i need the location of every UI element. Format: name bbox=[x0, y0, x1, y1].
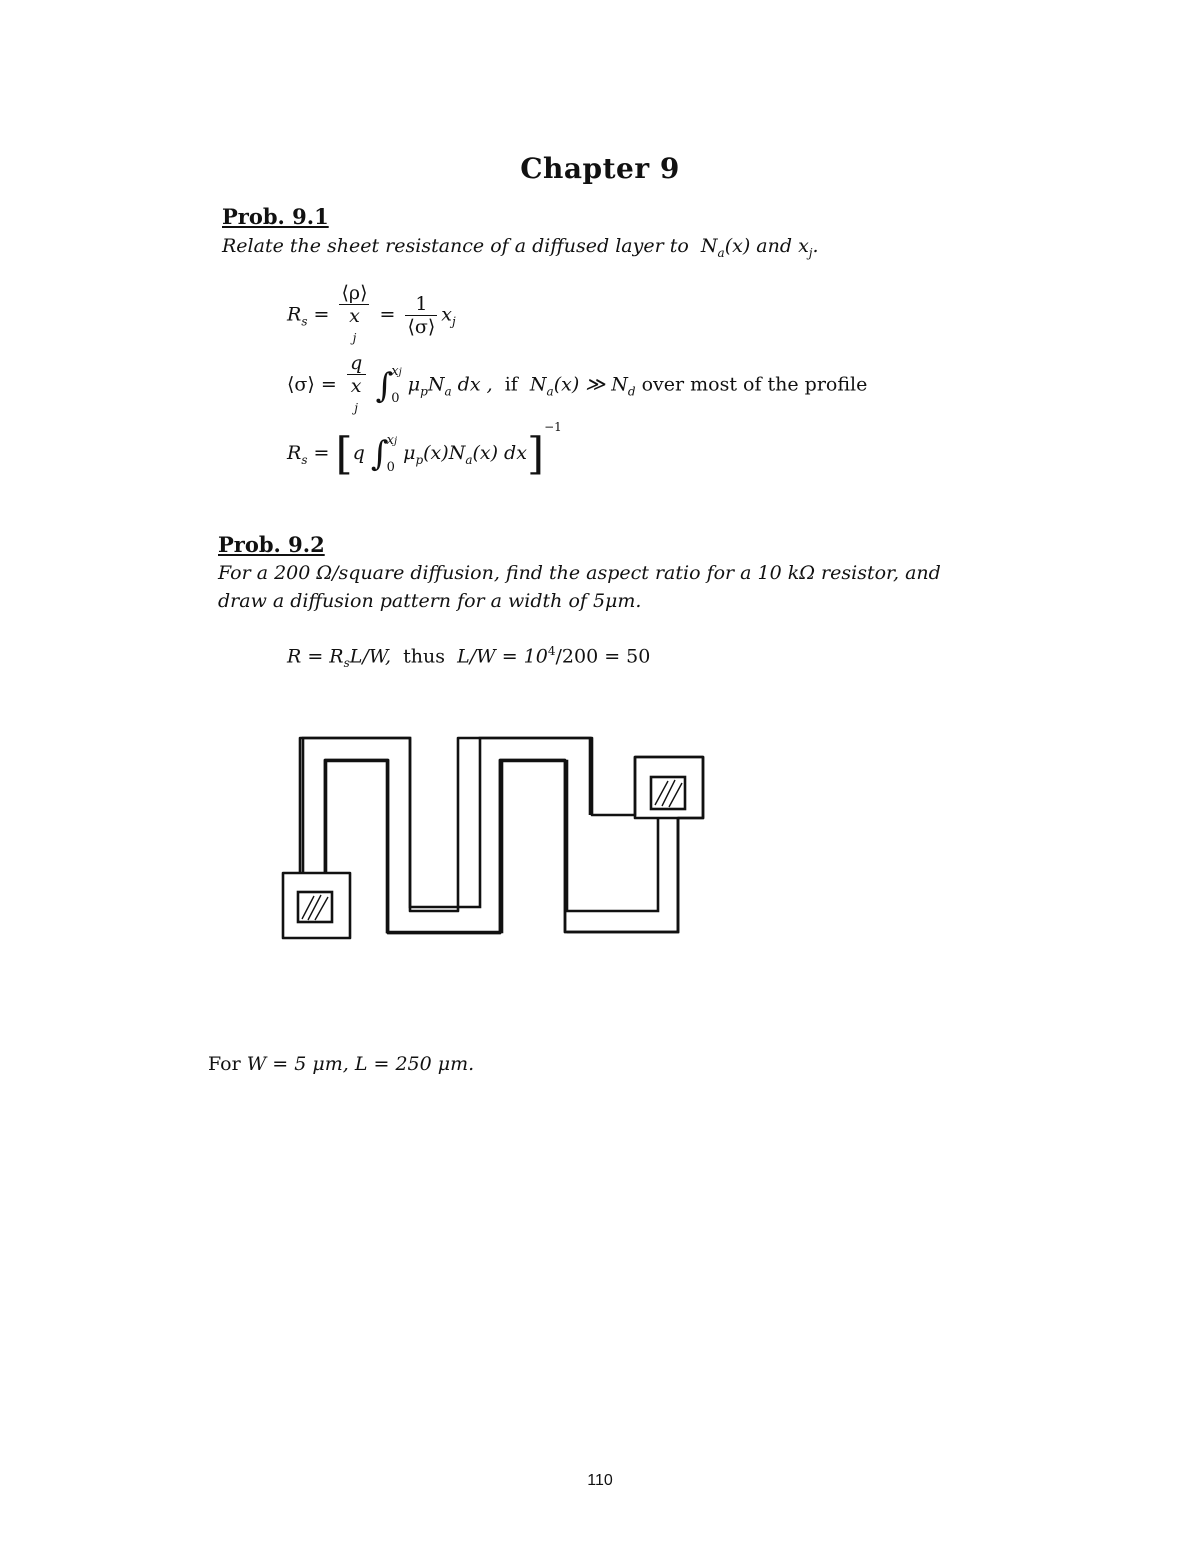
result-prefix: For bbox=[208, 1053, 241, 1075]
eq1-frac2-den: ⟨σ⟩ bbox=[407, 316, 436, 338]
eq1-tail-sub: j bbox=[452, 314, 456, 329]
eq-ratio-rest: /200 = 50 bbox=[555, 645, 651, 668]
eq2-frac-den-sub: j bbox=[354, 401, 359, 415]
eq2-int-lower: 0 bbox=[391, 391, 400, 406]
prob-9-1-statement bbox=[222, 232, 819, 267]
eq1-lhs: R bbox=[287, 303, 302, 326]
eq-r-sub: s bbox=[343, 656, 350, 671]
page-number: 110 bbox=[587, 1472, 613, 1489]
equation-sheet-resistance: $R_s$ = ⟨ρ⟩ x j = $\frac{1}{⟨\sigma⟩}$ $x_j$ bbox=[287, 282, 456, 349]
eq2-frac-den: x bbox=[350, 375, 362, 397]
eq2-integral-sign: ∫ bbox=[375, 365, 394, 406]
eq3-n-sub: a bbox=[465, 452, 473, 467]
eq3-mu: μ bbox=[403, 442, 416, 464]
eq1-lhs-sub: s bbox=[301, 314, 308, 329]
eq-ratio: L/W = 10 bbox=[457, 645, 548, 668]
eq3-right-bracket: ] bbox=[526, 428, 545, 480]
eq2-int-upper-sub: j bbox=[398, 367, 402, 378]
eq1-frac1-den: x bbox=[349, 305, 360, 327]
prob-9-2-heading: Prob. 9.2 bbox=[218, 532, 325, 557]
eq3-exponent: −1 bbox=[544, 420, 562, 434]
eq3-q: q bbox=[352, 442, 365, 464]
eq2-integrand-mu: μ bbox=[407, 373, 421, 396]
eq1-frac2-num: 1 bbox=[405, 293, 437, 316]
diffusion-pattern-diagram bbox=[270, 725, 720, 955]
eq2-integrand-n: N bbox=[427, 373, 445, 396]
eq3-mu-sub: p bbox=[415, 452, 424, 467]
eq3-lhs-sub: s bbox=[301, 452, 308, 467]
eq3-mu-arg: (x) bbox=[423, 442, 449, 464]
eq1-frac1 bbox=[339, 282, 369, 349]
eq3-int-lower: 0 bbox=[386, 459, 395, 475]
eq-r-rest: L/W, bbox=[349, 645, 392, 668]
eq-r: R = R bbox=[287, 645, 344, 668]
eq3-n: N bbox=[448, 442, 466, 464]
statement-xj: x bbox=[798, 235, 809, 257]
chapter-title: Chapter 9 bbox=[520, 152, 680, 185]
prob-9-2-statement bbox=[218, 559, 941, 615]
eq2-frac bbox=[347, 352, 366, 419]
result-line bbox=[208, 1053, 474, 1075]
eq3-integral-sign: ∫ bbox=[370, 434, 389, 474]
eq3-lhs: R bbox=[287, 442, 302, 464]
eq3-n-arg: (x) dx bbox=[472, 442, 527, 464]
eq1-tail: x bbox=[441, 303, 452, 326]
prob-9-1-heading: Prob. 9.1 bbox=[222, 204, 329, 229]
statement-end: . bbox=[812, 235, 819, 257]
result-w-unit: μm, bbox=[312, 1053, 349, 1075]
result-l: L = 250 bbox=[354, 1053, 432, 1075]
statement-xj-sub: j bbox=[808, 245, 813, 260]
statement-na-arg: (x) bbox=[724, 235, 751, 257]
eq3-int-upper: x bbox=[386, 432, 394, 448]
statement-na-sub: a bbox=[717, 245, 725, 260]
statement-and: and bbox=[756, 235, 793, 257]
eq2-int-upper: x bbox=[391, 364, 399, 379]
result-w: W = 5 bbox=[246, 1053, 307, 1075]
eq1-frac2 bbox=[405, 293, 437, 338]
eq2-integrand-n-sub: a bbox=[444, 384, 452, 399]
eq1-frac1-den-sub: j bbox=[352, 331, 357, 345]
eq2-cond-n-sub: a bbox=[546, 384, 554, 399]
eq2-cond-nd-sub: d bbox=[627, 384, 636, 399]
eq2-dx: dx , bbox=[457, 373, 493, 396]
resistor-body-inner bbox=[326, 761, 658, 932]
eq2-if: if bbox=[504, 373, 518, 396]
resistor-body-right-edge bbox=[567, 818, 678, 932]
equation-avg-conductivity: ⟨σ⟩ = q x j ∫ xj 0 $\mu_pN_a$ dx , if $N_a(x)$ ≫ $N_d$ over most of the profile bbox=[287, 352, 867, 419]
eq2-cond-text: over most of the profile bbox=[641, 373, 868, 396]
eq-thus: thus bbox=[403, 645, 446, 668]
prob-9-2-statement-line2: draw a diffusion pattern for a width of 5μm. bbox=[218, 590, 642, 612]
eq3-int-upper-sub: j bbox=[393, 435, 398, 447]
eq2-frac-num: q bbox=[347, 352, 366, 375]
eq-ratio-exp: 4 bbox=[547, 644, 556, 658]
prob-9-2-statement-line1: For a 200 Ω/square diffusion, find the aspect ratio for a 10 kΩ resistor, and bbox=[218, 562, 941, 584]
eq2-cond-nd: N bbox=[611, 373, 628, 396]
eq2-cond-n: N bbox=[529, 373, 547, 396]
eq2-lhs: ⟨σ⟩ bbox=[287, 373, 315, 396]
equation-aspect-ratio bbox=[287, 644, 650, 670]
equation-sheet-resistance-integral: $R_s = [q$ ∫ xj 0 $\mu_p(x)N_a(x)$ dx]$^{-1}$ bbox=[287, 420, 562, 480]
eq2-integrand-mu-sub: p bbox=[420, 384, 428, 399]
statement-na: N bbox=[700, 235, 718, 257]
eq2-cond-arg: (x) ≫ bbox=[553, 373, 606, 396]
eq1-frac1-num: ⟨ρ⟩ bbox=[341, 282, 368, 304]
result-l-unit: μm. bbox=[437, 1053, 475, 1075]
resistor-body-outer bbox=[303, 738, 590, 907]
statement-text: Relate the sheet resistance of a diffused layer to bbox=[222, 235, 689, 257]
eq3-left-bracket: [ bbox=[335, 428, 353, 480]
